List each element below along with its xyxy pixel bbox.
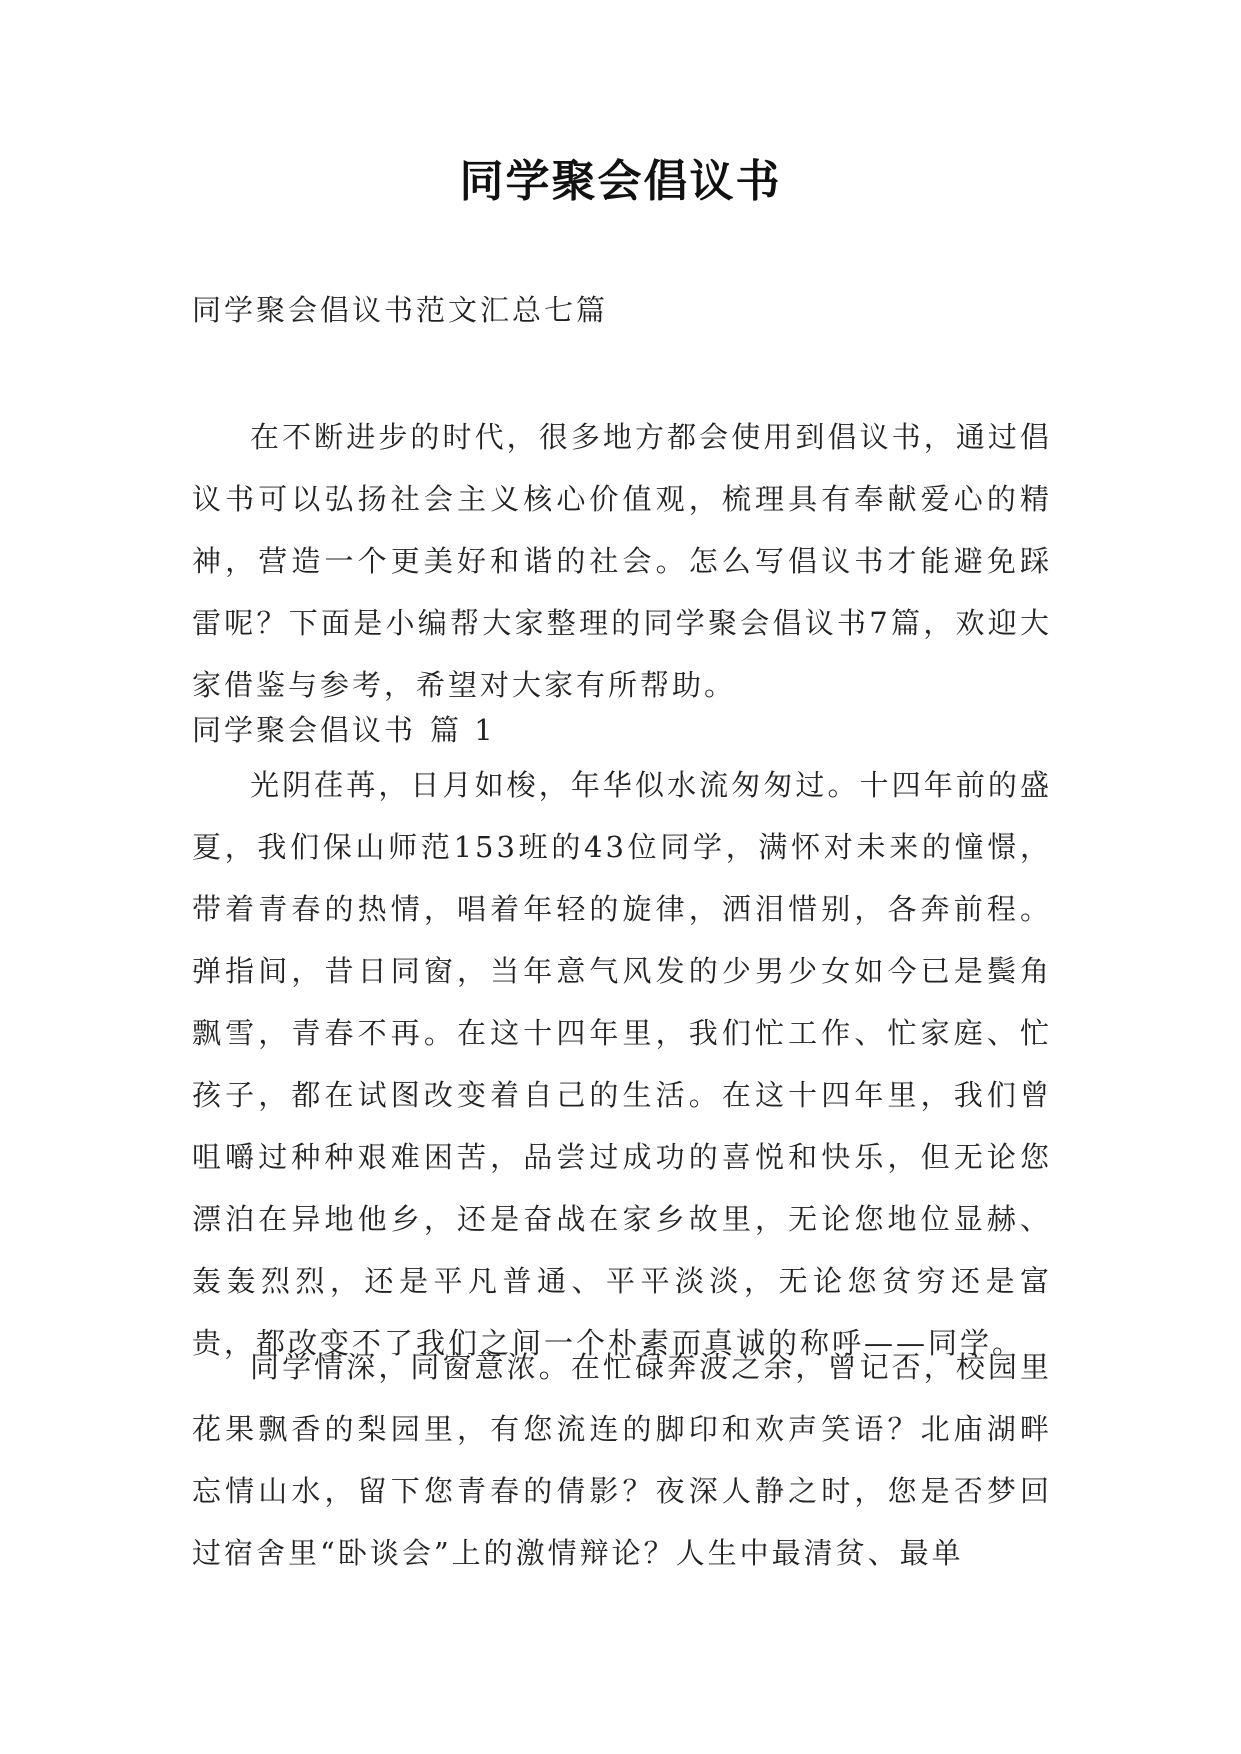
section-heading-number: 篇 1 [430, 713, 496, 747]
section-heading [192, 710, 496, 750]
intro-paragraph [192, 406, 1052, 716]
document-subtitle: 同学聚会倡议书范文汇总七篇 [192, 293, 609, 327]
document-title: 同学聚会倡议书 [459, 156, 782, 207]
body-paragraph-text: 光阴荏苒，日月如梭，年华似水流匆匆过。十四年前的盛夏，我们保山师范153班的43位同学，满怀对未来的憧憬，带着青春的热情，唱着年轻的旋律，洒泪惜别，各奔前程。弹指间，昔日同窗，当年意气风发的少男少女如今已是鬓角飘雪，青春不再。在这十四年里，我们忙工作、忙家庭、忙孩子，都在试图改变着自己的生活。在这十四年里，我们曾咀嚼过种种艰难困苦，品尝过成功的喜悦和快乐，但无论您漂泊在异地他乡，还是奋战在家乡故里，无论您地位显赫、轰轰烈烈，还是平凡普通、平平淡淡，无论您贫穷还是富贵，都改变不了我们之间一个朴素而真诚的称呼——同学。 [192, 768, 1052, 1360]
body-paragraph [192, 1336, 1052, 1584]
intro-paragraph-text: 在不断进步的时代，很多地方都会使用到倡议书，通过倡议书可以弘扬社会主义核心价值观，梳理具有奉献爱心的精神，营造一个更美好和谐的社会。怎么写倡议书才能避免踩雷呢？下面是小编帮大家整理的同学聚会倡议书7篇，欢迎大家借鉴与参考，希望对大家有所帮助。 [192, 420, 1052, 702]
body-paragraph [192, 754, 1052, 1374]
section-heading-title: 同学聚会倡议书 [192, 713, 417, 747]
body-paragraph-text: 同学情深，同窗意浓。在忙碌奔波之余，曾记否，校园里花果飘香的梨园里，有您流连的脚印和欢声笑语？北庙湖畔忘情山水，留下您青春的倩影？夜深人静之时，您是否梦回过宿舍里“卧谈会”上的激情辩论？人生中最清贫、最单 [192, 1350, 1052, 1570]
